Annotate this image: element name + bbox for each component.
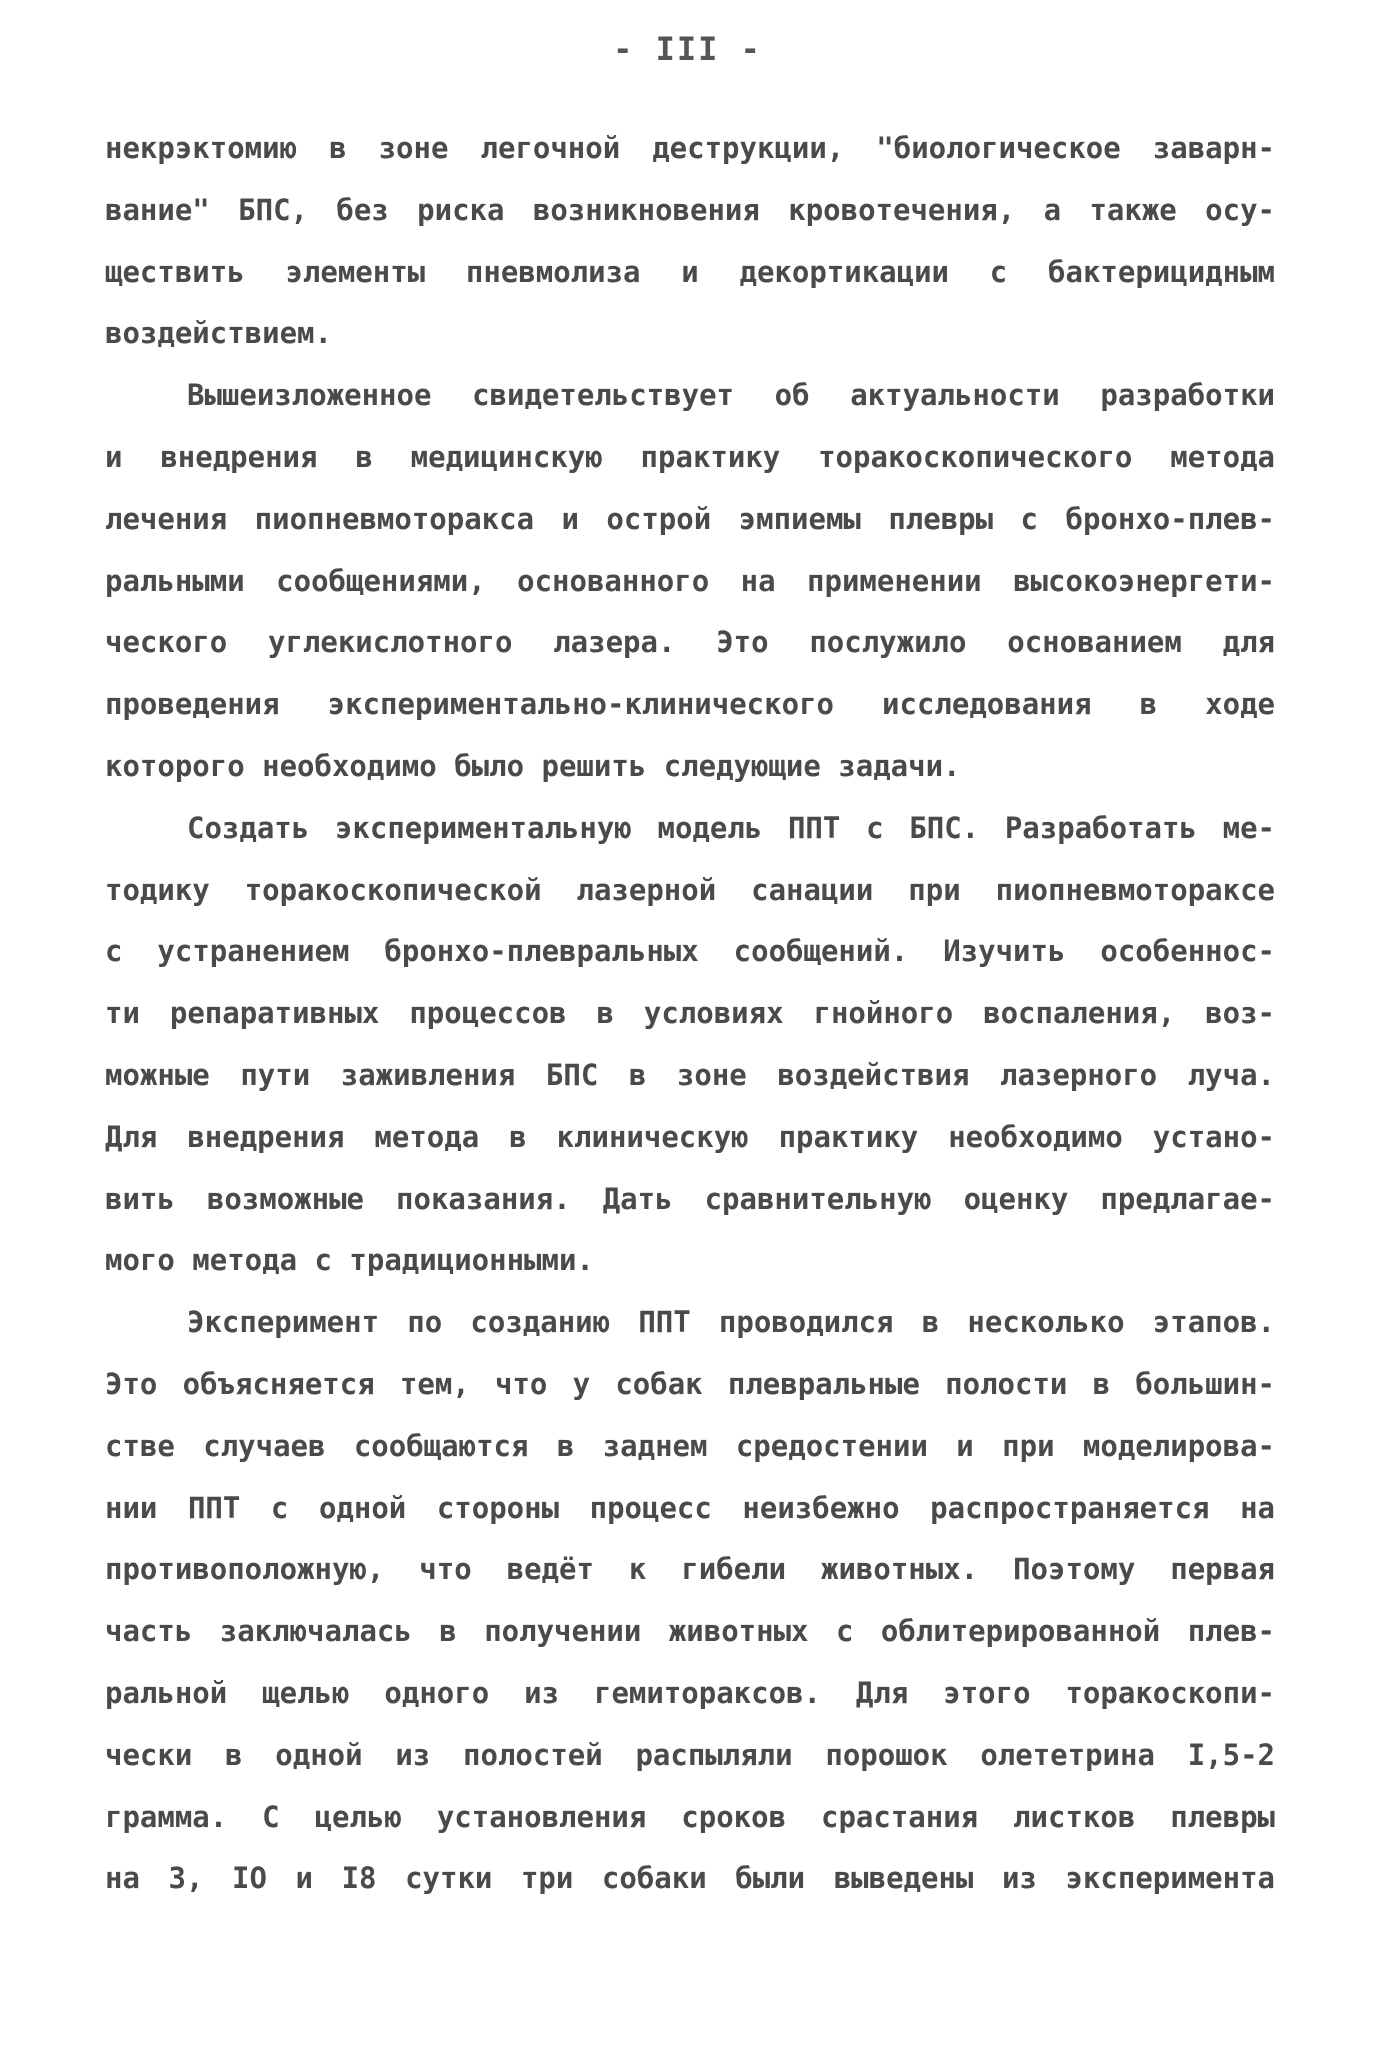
text-line: ральными сообщениями, основанного на применении высокоэнергети- [105,563,1275,598]
text-line: которого необходимо было решить следующие задачи. [105,748,961,783]
text-line: противоположную, что ведёт к гибели животных. Поэтому первая [105,1552,1275,1587]
text-line: нии ППТ с одной стороны процесс неизбежно распространяется на [105,1490,1275,1525]
text-line: чески в одной из полостей распыляли порошок олететрина I,5-2 [105,1737,1275,1772]
text-line: лечения пиопневмоторакса и острой эмпиемы плевры с бронхо-плев- [105,501,1275,536]
text-line: вить возможные показания. Дать сравнительную оценку предлагае- [105,1181,1275,1216]
text-line: проведения экспериментально-клинического исследования в ходе [105,687,1275,722]
text-line: ческого углекислотного лазера. Это послужило основанием для [105,625,1275,660]
text-line: стве случаев сообщаются в заднем средостении и при моделирова- [105,1428,1275,1463]
text-line: вание" БПС, без риска возникновения кровотечения, а также осу- [105,192,1275,227]
text-line: Эксперимент по созданию ППТ проводился в несколько этапов. [187,1305,1275,1340]
text-line: ществить элементы пневмолиза и декортикации с бактерицидным [105,254,1275,289]
text-line: часть заключалась в получении животных с облитерированной плев- [105,1614,1275,1649]
text-line: Вышеизложенное свидетельствует об актуальности разработки [187,378,1275,413]
text-line: можные пути заживления БПС в зоне воздействия лазерного луча. [105,1057,1275,1092]
text-line: ральной щелью одного из гемитораксов. Для этого торакоскопи- [105,1675,1275,1710]
text-line: воздействием. [105,316,332,351]
text-line: с устранением бронхо-плевральных сообщений. Изучить особеннос- [105,934,1275,969]
page-number: - III - [613,30,762,68]
text-line: Создать экспериментальную модель ППТ с БПС. Разработать ме- [187,810,1275,845]
text-line: тодику торакоскопической лазерной санации при пиопневмотораксе [105,872,1275,907]
text-line: грамма. С целью установления сроков срастания листков плевры [105,1799,1275,1834]
text-line: некрэктомию в зоне легочной деструкции, "биологическое заварн- [105,131,1275,165]
text-line: Это объясняется тем, что у собак плевральные полости в большин- [105,1366,1275,1401]
body-text [105,118,1275,1910]
text-line: Для внедрения метода в клиническую практику необходимо устано- [105,1119,1275,1154]
text-line: и внедрения в медицинскую практику торакоскопического метода [105,439,1275,474]
text-line: ти репаративных процессов в условиях гнойного воспаления, воз- [105,996,1275,1031]
text-line: на 3, IO и I8 сутки три собаки были выведены из эксперимента [105,1861,1275,1896]
text-line: мого метода с традиционными. [105,1243,594,1278]
